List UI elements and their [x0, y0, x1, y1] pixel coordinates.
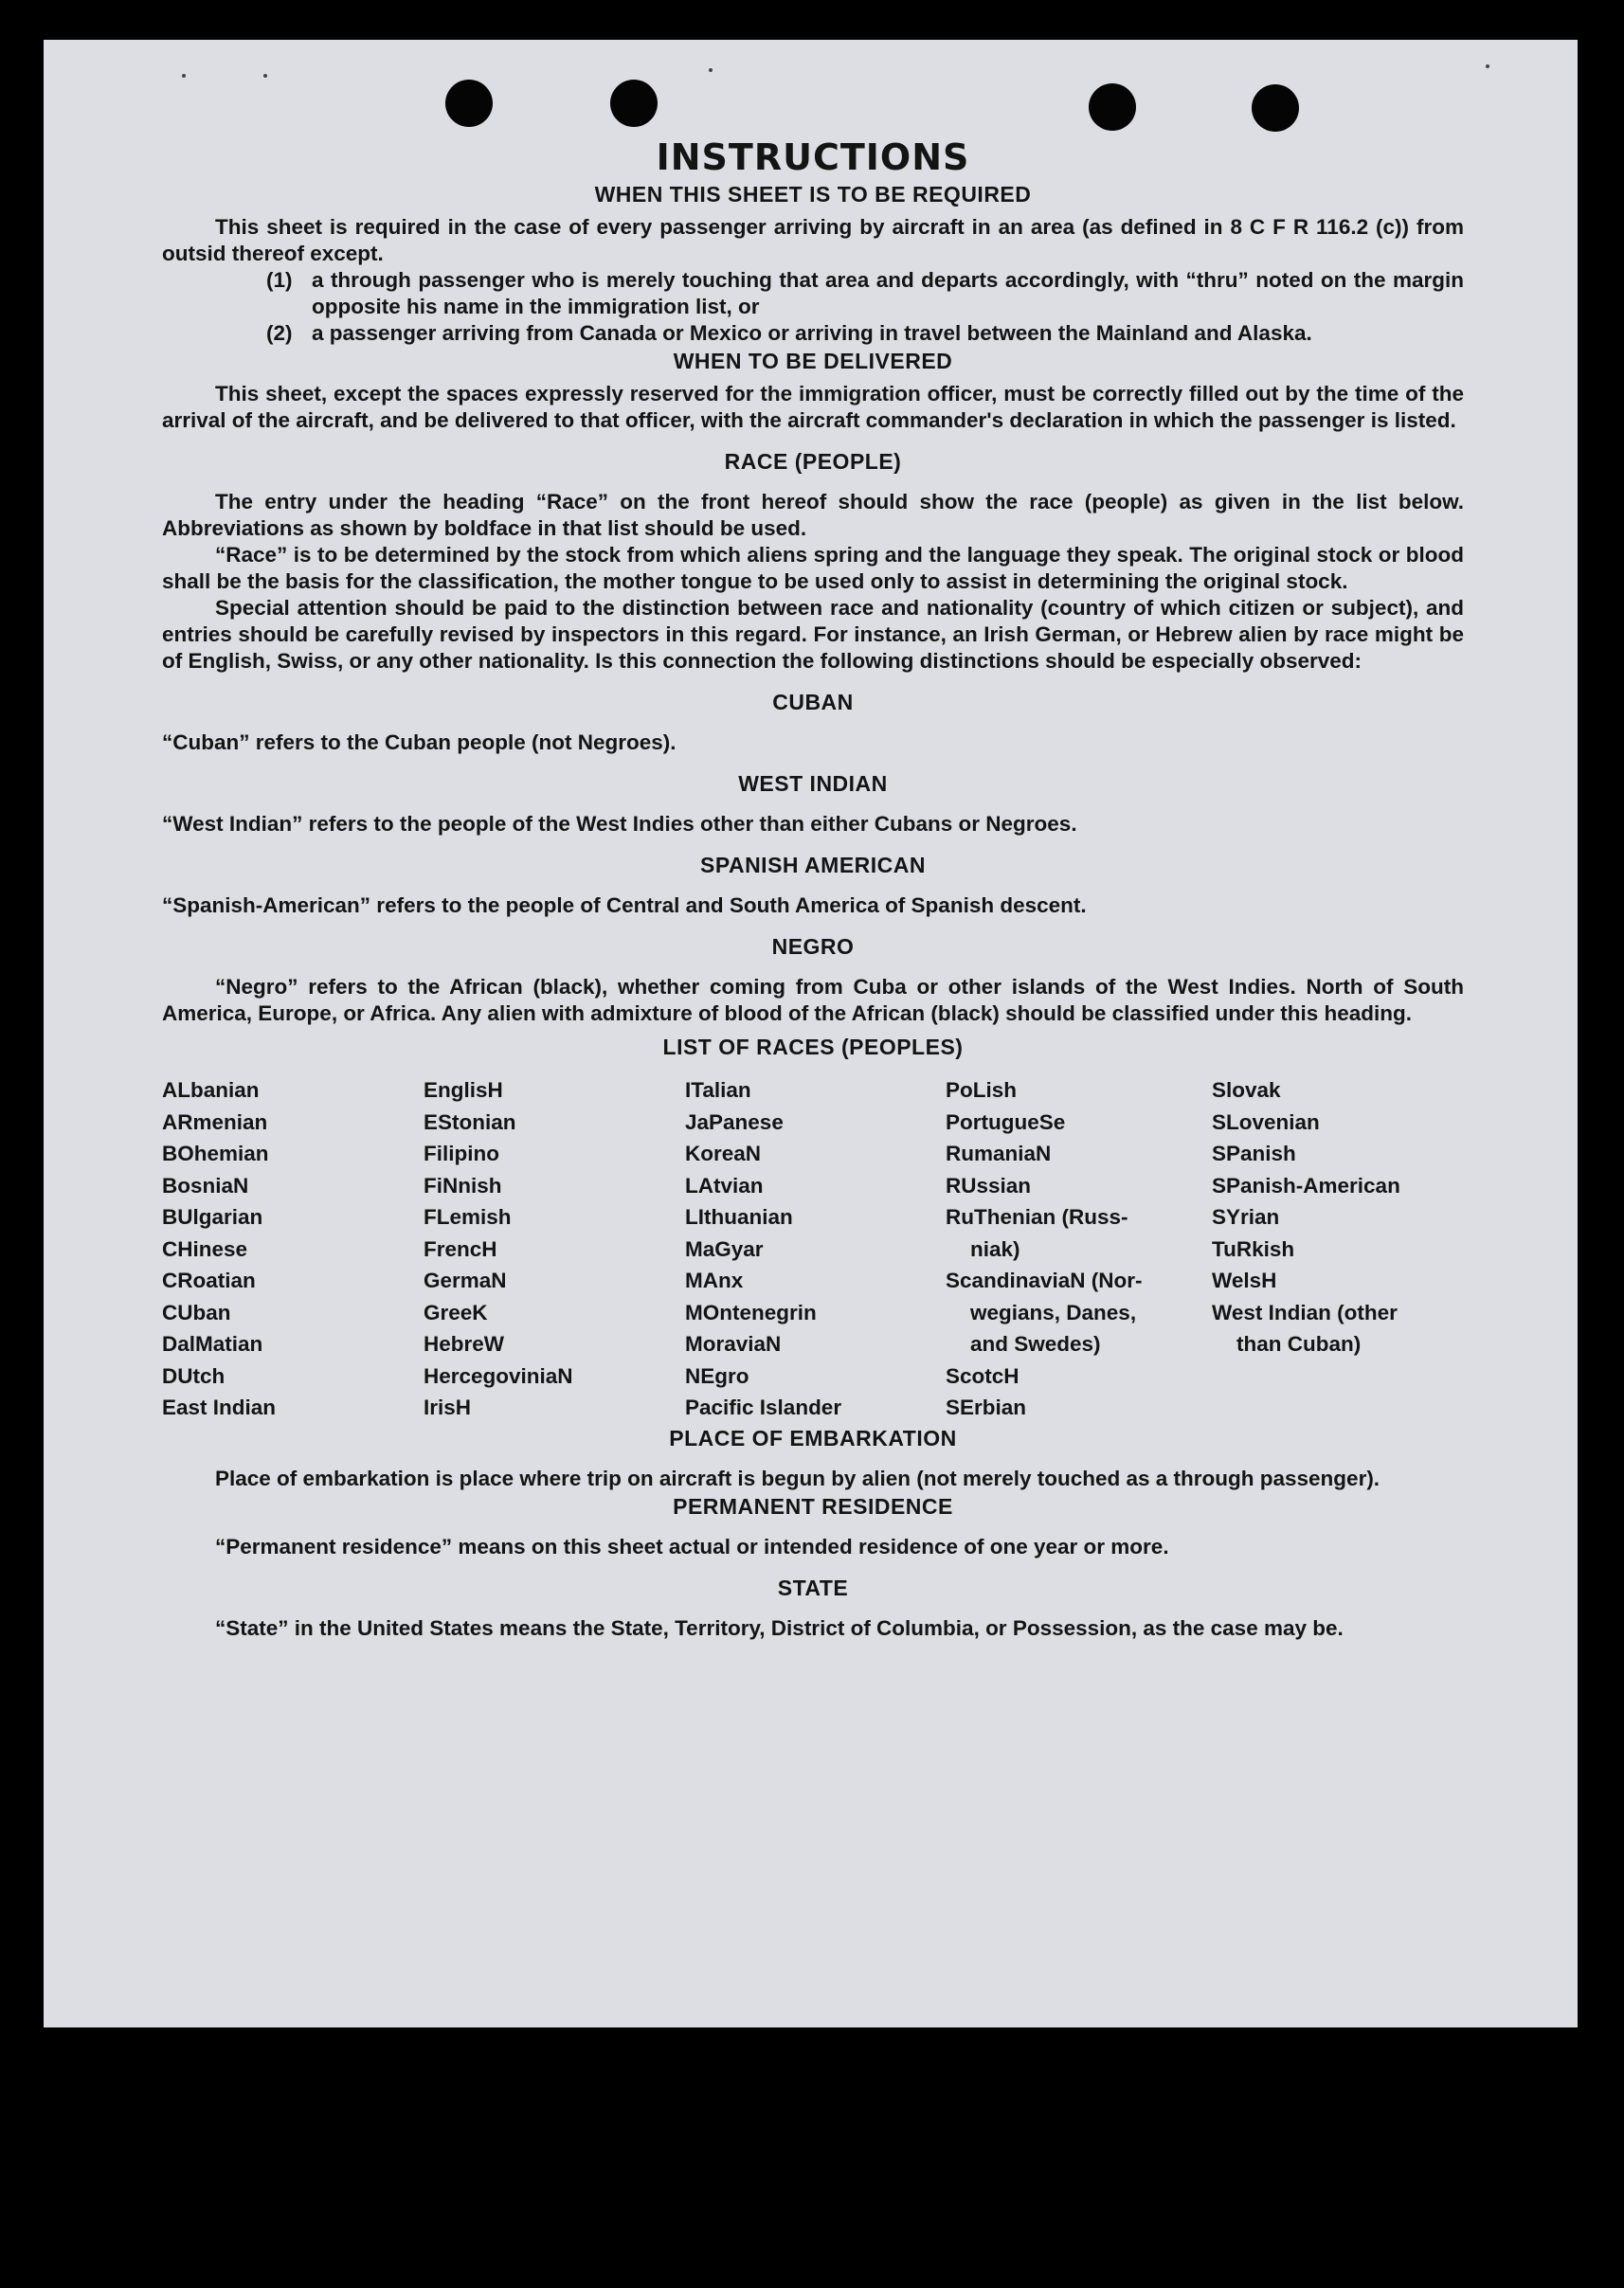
race-entry: HercegoviniaN	[424, 1363, 573, 1388]
when-required-text: This sheet is required in the case of every passenger arriving by aircraft in an area (as defined in 8 C F R 116.2 (c)) from outsid thereof except.	[162, 215, 1464, 265]
races-column	[162, 1074, 424, 1424]
exception-item	[162, 320, 1464, 347]
race-paragraph: Special attention should be paid to the distinction between race and nationality (country of which citizen or subject), and entries should be carefully revised by inspectors in this regard. For instance, an Irish German, or Hebrew alien by race might be of English, Swiss, or any other nationality. Is this connection the following distinctions should be especially observed:	[162, 596, 1464, 673]
race-entry: HebreW	[424, 1332, 505, 1356]
heading-state: STATE	[777, 1575, 849, 1600]
race-entry-continuation: niak)	[970, 1236, 1020, 1261]
race-entry: TuRkish	[1212, 1236, 1295, 1261]
race-entry: ScandinaviaN (Nor-	[946, 1269, 1143, 1292]
race-entry: CHinese	[162, 1236, 248, 1261]
heading-list-of-races: LIST OF RACES (PEOPLES)	[662, 1035, 964, 1059]
race-entry: DUtch	[162, 1363, 226, 1388]
race-entry-continuation: than Cuban)	[1236, 1332, 1362, 1356]
race-entry: BUlgarian	[162, 1205, 263, 1229]
race-entry: MaGyar	[685, 1236, 764, 1261]
race-entry-continuation: and Swedes)	[970, 1332, 1101, 1356]
race-entry: IrisH	[424, 1396, 472, 1419]
heading-west-indian: WEST INDIAN	[738, 771, 888, 796]
state-text: “State” in the United States means the State, Territory, District of Columbia, or Possession, as the case may be.	[215, 1615, 1344, 1640]
heading-spanish-american: SPANISH AMERICAN	[699, 853, 926, 877]
instructions-text	[162, 135, 1464, 1642]
heading-negro: NEGRO	[771, 934, 855, 959]
when-delivered-text: This sheet, except the spaces expressly reserved for the immigration officer, must be correctly filled out by the time of the arrival of the aircraft, and be delivered to that officer, with the aircraft commander's declaration in which the passenger is listed.	[162, 382, 1464, 432]
exception-item	[162, 267, 1464, 320]
race-entry: GermaN	[424, 1269, 507, 1292]
heading-race: RACE (PEOPLE)	[724, 449, 902, 474]
race-entry: JaPanese	[685, 1109, 784, 1134]
race-entry: SErbian	[946, 1396, 1027, 1419]
race-entry: ARmenian	[162, 1109, 268, 1134]
race-entry: Filipino	[424, 1142, 499, 1165]
heading-when-delivered: WHEN TO BE DELIVERED	[673, 349, 953, 373]
residence-text: “Permanent residence” means on this sheet actual or intended residence of one year or more.	[215, 1534, 1169, 1558]
exception-number: (1)	[266, 268, 293, 292]
document-page	[44, 40, 1578, 2027]
race-entry: CRoatian	[162, 1269, 256, 1292]
race-entry: DalMatian	[162, 1332, 263, 1356]
race-entry: SPanish	[1212, 1142, 1296, 1165]
race-entry: RUssian	[946, 1173, 1032, 1198]
race-entry: ScotcH	[946, 1363, 1020, 1388]
race-entry: KoreaN	[685, 1142, 762, 1165]
races-list	[162, 1074, 1464, 1424]
race-entry: MAnx	[685, 1269, 744, 1292]
heading-when-required: WHEN THIS SHEET IS TO BE REQUIRED	[594, 182, 1032, 207]
punch-hole	[1089, 83, 1136, 131]
race-entry: FLemish	[424, 1205, 512, 1229]
races-column	[424, 1074, 685, 1424]
exception-text: a through passenger who is merely touching that area and departs accordingly, with “thru” noted on the margin opposite his name in the immigration list, or	[312, 268, 1464, 318]
race-paragraph: “Race” is to be determined by the stock from which aliens spring and the language they speak. The original stock or blood shall be the basis for the classification, the mother tongue to be used only to assist in determining the original stock.	[162, 543, 1464, 593]
race-entry: West Indian (other	[1212, 1300, 1398, 1324]
punch-hole	[610, 80, 658, 127]
race-entry: ITalian	[685, 1078, 751, 1102]
race-entry: SPanish-American	[1212, 1173, 1400, 1198]
race-entry: NEgro	[685, 1363, 749, 1388]
race-entry: LAtvian	[685, 1173, 764, 1198]
speck	[263, 74, 267, 78]
speck	[182, 74, 186, 78]
embarkation-text: Place of embarkation is place where trip on aircraft is begun by alien (not merely touched as a through passenger).	[215, 1466, 1380, 1490]
heading-residence: PERMANENT RESIDENCE	[673, 1493, 953, 1519]
race-entry: LIthuanian	[685, 1205, 793, 1229]
races-column	[685, 1074, 946, 1424]
race-entry: WelsH	[1212, 1269, 1277, 1292]
negro-text: “Negro” refers to the African (black), whether coming from Cuba or other islands of the West Indies. North of South America, Europe, or Africa. Any alien with admixture of blood of the African (black) should be classified under this heading.	[162, 975, 1464, 1025]
heading-cuban: CUBAN	[772, 690, 854, 714]
race-entry: GreeK	[424, 1300, 488, 1324]
race-paragraph: The entry under the heading “Race” on the front hereof should show the race (people) as given in the list below. Abbreviations as shown by boldface in that list should be used.	[162, 490, 1464, 540]
punch-hole	[445, 80, 493, 127]
races-column	[946, 1074, 1212, 1424]
race-entry: RumaniaN	[946, 1142, 1052, 1165]
race-entry: FiNnish	[424, 1173, 502, 1198]
race-entry: SYrian	[1212, 1205, 1280, 1229]
speck	[1486, 64, 1489, 68]
race-entry: RuThenian (Russ-	[946, 1205, 1128, 1229]
race-entry: EnglisH	[424, 1078, 503, 1102]
race-entry: PoLish	[946, 1078, 1018, 1102]
races-column	[1212, 1074, 1464, 1424]
punch-hole	[1252, 84, 1299, 132]
race-entry: PortugueSe	[946, 1109, 1066, 1134]
race-entry: SLovenian	[1212, 1109, 1320, 1134]
race-entry: East Indian	[162, 1396, 277, 1419]
race-entry: Slovak	[1212, 1078, 1281, 1102]
exception-text: a passenger arriving from Canada or Mexico or arriving in travel between the Mainland and Alaska.	[312, 321, 1312, 345]
page-title: INSTRUCTIONS	[656, 136, 970, 178]
race-entry: CUban	[162, 1300, 231, 1324]
race-entry: BOhemian	[162, 1142, 269, 1165]
race-entry: EStonian	[424, 1109, 516, 1134]
race-entry: MoraviaN	[685, 1332, 782, 1356]
race-entry: BosniaN	[162, 1173, 249, 1198]
west-indian-text: “West Indian” refers to the people of the West Indies other than either Cubans or Negroes.	[162, 812, 1077, 836]
speck	[709, 68, 713, 72]
cuban-text: “Cuban” refers to the Cuban people (not Negroes).	[162, 730, 677, 754]
race-entry-continuation: wegians, Danes,	[970, 1300, 1137, 1324]
race-entry: MOntenegrin	[685, 1300, 817, 1324]
race-entry: FrencH	[424, 1236, 497, 1261]
exception-number: (2)	[266, 321, 293, 345]
race-entry: ALbanian	[162, 1078, 260, 1102]
spanish-american-text: “Spanish-American” refers to the people of Central and South America of Spanish descent.	[162, 893, 1087, 917]
race-entry: Pacific Islander	[685, 1396, 842, 1419]
heading-embarkation: PLACE OF EMBARKATION	[669, 1425, 957, 1450]
